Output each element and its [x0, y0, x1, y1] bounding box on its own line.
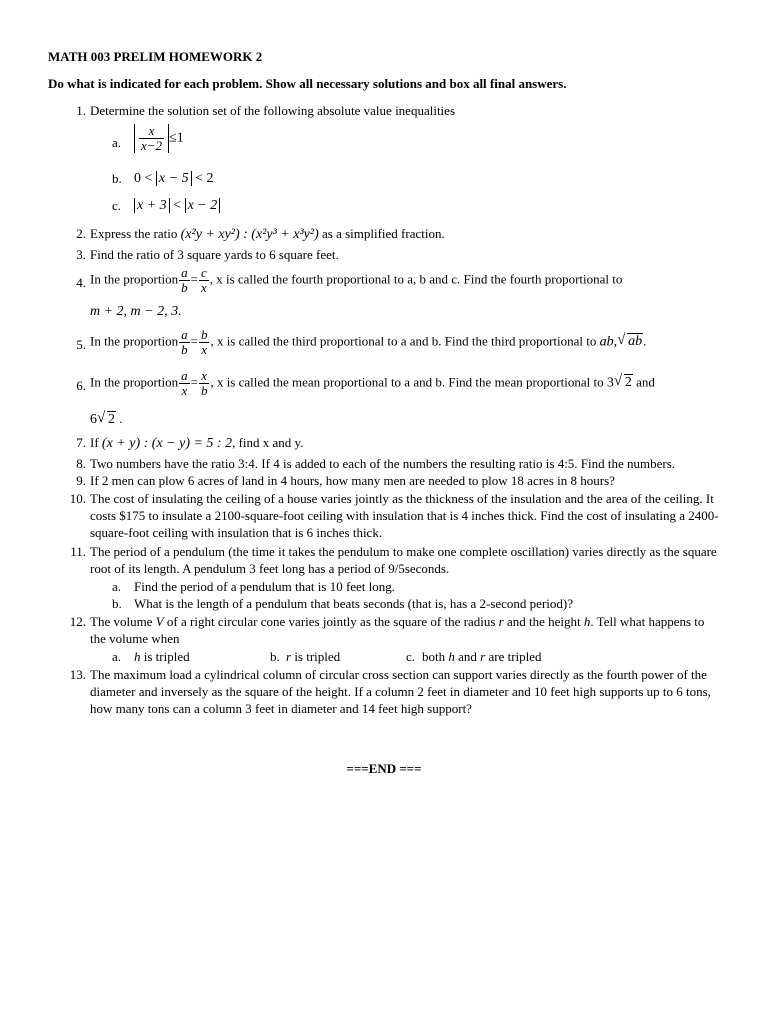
problem-number: 3.: [76, 247, 86, 262]
problem-number: 11.: [70, 544, 86, 559]
problem-text: The maximum load a cylindrical column of circular cross section can support varies directly as the fourth power of the diameter and inversely as the square of the height. If a column 2 feet in diameter and 10 feet high supports up to 6 tons, how many tons can a column 3 feet in diameter and 14 feet high support?: [90, 667, 711, 716]
problem-11a: [112, 578, 712, 596]
sub-text: h is tripled: [134, 649, 190, 664]
problem-5: [62, 328, 722, 362]
problem-number: 10.: [69, 491, 86, 506]
page-title: MATH 003 PRELIM HOMEWORK 2: [48, 49, 263, 64]
problem-6: [62, 369, 722, 429]
problem-text: If (x + y) : (x − y) = 5 : 2, find x and y.: [90, 435, 304, 451]
problem-text: The volume V of a right circular cone varies jointly as the square of the radius r and the height h. Tell what happens to the volume when: [90, 614, 705, 646]
sub-label: b.: [112, 171, 122, 186]
problem-12c: [406, 648, 606, 666]
problem-text-line2: m + 2, m − 2, 3.: [90, 304, 182, 319]
inequality-rhs: ≤1: [169, 130, 184, 146]
sub-label: a.: [112, 135, 122, 150]
sub-label: b.: [270, 649, 280, 664]
sub-text: What is the length of a pendulum that beats seconds (that is, has a 2-second period)?: [134, 596, 573, 611]
problem-number: 2.: [76, 226, 86, 241]
fraction-denominator: x−2: [141, 138, 163, 153]
sub-label: b.: [112, 596, 122, 611]
problem-number: 8.: [76, 456, 86, 471]
problem-text: If 2 men can plow 6 acres of land in 4 hours, how many men are needed to plow 18 acres in 8 hours?: [90, 473, 615, 488]
problem-number: 5.: [76, 337, 86, 352]
inequality-b: 0 < x − 5 < 2: [134, 171, 214, 186]
problem-text: In the proportion $\frac{a}{b}$ = $\frac{b}{x}$ , x is called the third proportional to a and b. Find the third proportional to ab,√ ab.: [90, 328, 722, 357]
problem-4: [62, 265, 722, 319]
sub-label: a.: [112, 649, 122, 664]
problem-text: Two numbers have the ratio 3:4. If 4 is added to each of the numbers the resulting ratio is 4:5. Find the numbers.: [90, 456, 676, 471]
problem-text: Determine the solution set of the following absolute value inequalities: [90, 103, 455, 118]
problem-text: The period of a pendulum (the time it takes the pendulum to make one complete oscillation) varies directly as the square root of its length. A pendulum 3 feet long has a period of 9/5seconds.: [90, 544, 717, 576]
sub-label: a.: [112, 579, 122, 594]
problem-number: 9.: [76, 473, 86, 488]
problem-number: 6.: [76, 378, 86, 393]
sub-text: r is tripled: [286, 649, 341, 664]
sub-text: Find the period of a pendulum that is 10 feet long.: [134, 579, 396, 594]
problem-text: Express the ratio (x²y + xy²) : (x²y³ + x³y²) as a simplified fraction.: [90, 226, 445, 242]
sub-label: c.: [112, 198, 122, 213]
problem-number: 4.: [76, 275, 86, 290]
problem-11b: [112, 595, 712, 613]
problem-number: 7.: [76, 435, 86, 450]
problem-1b: [112, 170, 312, 188]
problem-1c: [112, 197, 312, 215]
inequality-c: x + 3 < x − 2: [134, 197, 220, 214]
problem-number: 1.: [76, 103, 86, 118]
instructions: Do what is indicated for each problem. Show all necessary solutions and box all final answers.: [48, 76, 567, 91]
problem-number: 13.: [69, 667, 86, 682]
problem-text-line2: 6√ 2 .: [90, 410, 722, 428]
problem-text: Find the ratio of 3 square yards to 6 square feet.: [90, 247, 339, 262]
problem-text: The cost of insulating the ceiling of a house varies jointly as the thickness of the insulation and the area of the ceiling. It costs $175 to insulate a 2100-square-foot ceiling with insulation that is 4 inches thick. Find the cost of insulating a 2400-square-foot ceiling with insulation that is 6 inches thick.: [90, 491, 719, 540]
inequality-a: [134, 124, 184, 153]
problem-12b: [270, 648, 400, 666]
problem-number: 12.: [69, 614, 86, 629]
fraction-numerator: x: [139, 124, 164, 139]
problem-text: In the proportion $\frac{a}{b}$ = $\frac{c}{x}$ , x is called the fourth proportional to a, b and c. Find the fourth proportional to: [90, 265, 623, 295]
sub-text: both h and r are tripled: [422, 649, 542, 664]
ratio-expression: (x²y + xy²) : (x²y³ + x³y²): [180, 227, 319, 242]
sub-label: c.: [406, 649, 416, 664]
problem-1a: [112, 124, 312, 164]
problem-text: In the proportion $\frac{a}{x}$ = $\frac{x}{b}$ , x is called the mean proportional to a and b. Find the mean proportional to 3√ 2 and: [90, 369, 722, 398]
end-marker: ===END ===: [346, 761, 422, 776]
problem-12a: [112, 648, 272, 666]
